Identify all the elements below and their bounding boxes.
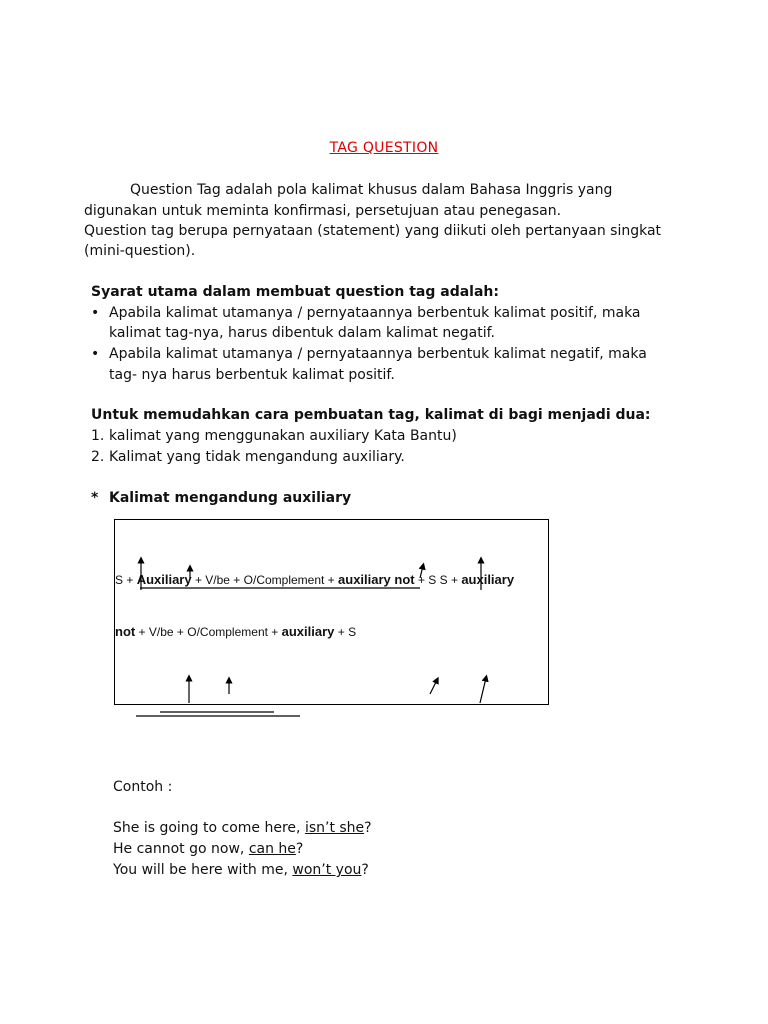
example-1-statement: She is going to come here, xyxy=(113,820,305,836)
division-item-2-text: Kalimat yang tidak mengandung auxiliary. xyxy=(109,449,405,465)
section-star: * xyxy=(91,490,99,506)
example-3-tag: won’t you xyxy=(292,862,362,878)
division-item-1-number: 1. xyxy=(91,428,105,444)
division-item-2-number: 2. xyxy=(91,449,105,465)
intro-line-1: Question Tag adalah pola kalimat khusus dalam Bahasa Inggris yang xyxy=(130,182,613,198)
formula-auxiliary-3: auxiliary xyxy=(281,624,335,639)
requirement-2-line-1: Apabila kalimat utamanya / pernyataannya berbentuk kalimat negatif, maka xyxy=(109,346,647,362)
example-2 xyxy=(113,839,303,859)
intro-line-2: digunakan untuk meminta konfirmasi, persetujuan atau penegasan. xyxy=(84,203,562,219)
example-2-statement: He cannot go now, xyxy=(113,841,249,857)
formula-subject-2: + S xyxy=(334,625,357,639)
formula-auxiliary-2: auxiliary xyxy=(461,572,515,587)
requirement-1-line-2: kalimat tag-nya, harus dibentuk dalam kalimat negatif. xyxy=(109,325,496,341)
section-heading: Kalimat mengandung auxiliary xyxy=(109,490,352,506)
example-2-mark: ? xyxy=(295,841,304,857)
examples-label: Contoh : xyxy=(113,779,173,795)
intro-line-3: Question tag berupa pernyataan (statement) yang diikuti oleh pertanyaan singkat xyxy=(84,223,662,239)
arrow-up-icon xyxy=(420,566,423,578)
formula-auxiliary: Auxiliary xyxy=(136,572,192,587)
example-3 xyxy=(113,860,369,880)
example-1 xyxy=(113,818,372,838)
formula-auxiliary-not: auxiliary not xyxy=(338,572,415,587)
example-3-statement: You will be here with me, xyxy=(113,862,293,878)
page-title: TAG QUESTION xyxy=(329,140,439,156)
formula-verb-complement: + V/be + O/Complement + xyxy=(191,573,339,587)
example-1-mark: ? xyxy=(364,820,372,836)
formula-subject-tag: + S S + xyxy=(414,573,462,587)
requirement-2-line-2: tag- nya harus berbentuk kalimat positif. xyxy=(109,367,395,383)
requirement-1-line-1: Apabila kalimat utamanya / pernyataannya berbentuk kalimat positif, maka xyxy=(109,305,641,321)
division-heading: Untuk memudahkan cara pembuatan tag, kalimat di bagi menjadi dua: xyxy=(91,407,651,423)
formula-not: not xyxy=(115,624,136,639)
arrow-up-icon xyxy=(480,678,486,703)
formula-verb-complement-2: + V/be + O/Complement + xyxy=(135,625,282,639)
example-1-tag: isn’t she xyxy=(304,820,365,836)
requirements-heading: Syarat utama dalam membuat question tag adalah: xyxy=(91,284,499,300)
formula-subject: S + xyxy=(115,573,137,587)
example-2-tag: can he xyxy=(248,841,296,857)
bullet-marker: • xyxy=(91,305,100,321)
division-item-1-text: kalimat yang menggunakan auxiliary Kata Bantu) xyxy=(109,428,457,444)
example-3-mark: ? xyxy=(361,862,369,878)
bullet-marker: • xyxy=(91,346,100,362)
intro-line-4: (mini-question). xyxy=(84,243,196,259)
arrow-up-icon xyxy=(430,680,437,694)
